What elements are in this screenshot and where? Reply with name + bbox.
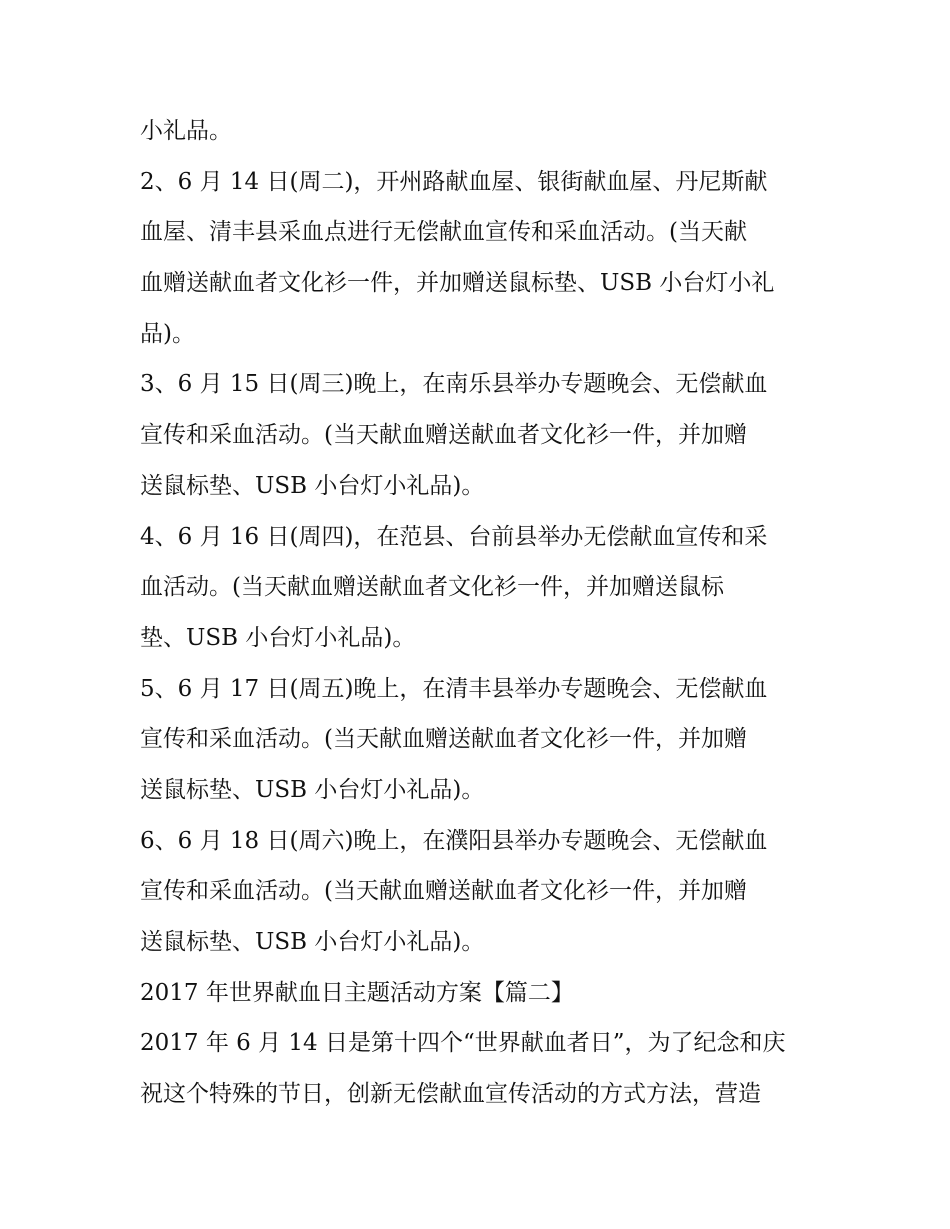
text-line: 3、6 月 15 日(周三)晚上，在南乐县举办专题晚会、无偿献血	[140, 371, 768, 398]
text-line: 5、6 月 17 日(周五)晚上，在清丰县举办专题晚会、无偿献血	[140, 675, 768, 702]
text-line: 宣传和采血活动。(当天献血赠送献血者文化衫一件，并加赠	[140, 422, 747, 449]
text-line: 垫、USB 小台灯小礼品)。	[140, 624, 416, 651]
text-line: 送鼠标垫、USB 小台灯小礼品)。	[140, 472, 485, 499]
text-line: 送鼠标垫、USB 小台灯小礼品)。	[140, 776, 485, 803]
section-heading: 2017 年世界献血日主题活动方案【篇二】	[140, 979, 574, 1006]
text-line: 2017 年 6 月 14 日是第十四个“世界献血者日”，为了纪念和庆	[140, 1030, 786, 1057]
text-line: 送鼠标垫、USB 小台灯小礼品)。	[140, 929, 485, 955]
document-body	[140, 106, 820, 1120]
text-line: 血赠送献血者文化衫一件，并加赠送鼠标垫、USB 小台灯小礼	[140, 270, 775, 297]
text-line: 2、6 月 14 日(周二)，开州路献血屋、银街献血屋、丹尼斯献	[140, 168, 768, 195]
text-line: 宣传和采血活动。(当天献血赠送献血者文化衫一件，并加赠	[140, 726, 747, 753]
text-line: 宣传和采血活动。(当天献血赠送献血者文化衫一件，并加赠	[140, 878, 747, 905]
text-line: 品)。	[140, 320, 195, 347]
text-line: 4、6 月 16 日(周四)，在范县、台前县举办无偿献血宣传和采	[140, 523, 768, 550]
text-line: 血活动。(当天献血赠送献血者文化衫一件，并加赠送鼠标	[140, 574, 724, 601]
text-line: 小礼品。	[140, 118, 232, 144]
text-line: 祝这个特殊的节日，创新无偿献血宣传活动的方式方法，营造	[140, 1081, 761, 1108]
text-line: 血屋、清丰县采血点进行无偿献血宣传和采血活动。(当天献	[140, 219, 747, 246]
text-line: 6、6 月 18 日(周六)晚上，在濮阳县举办专题晚会、无偿献血	[140, 827, 768, 854]
